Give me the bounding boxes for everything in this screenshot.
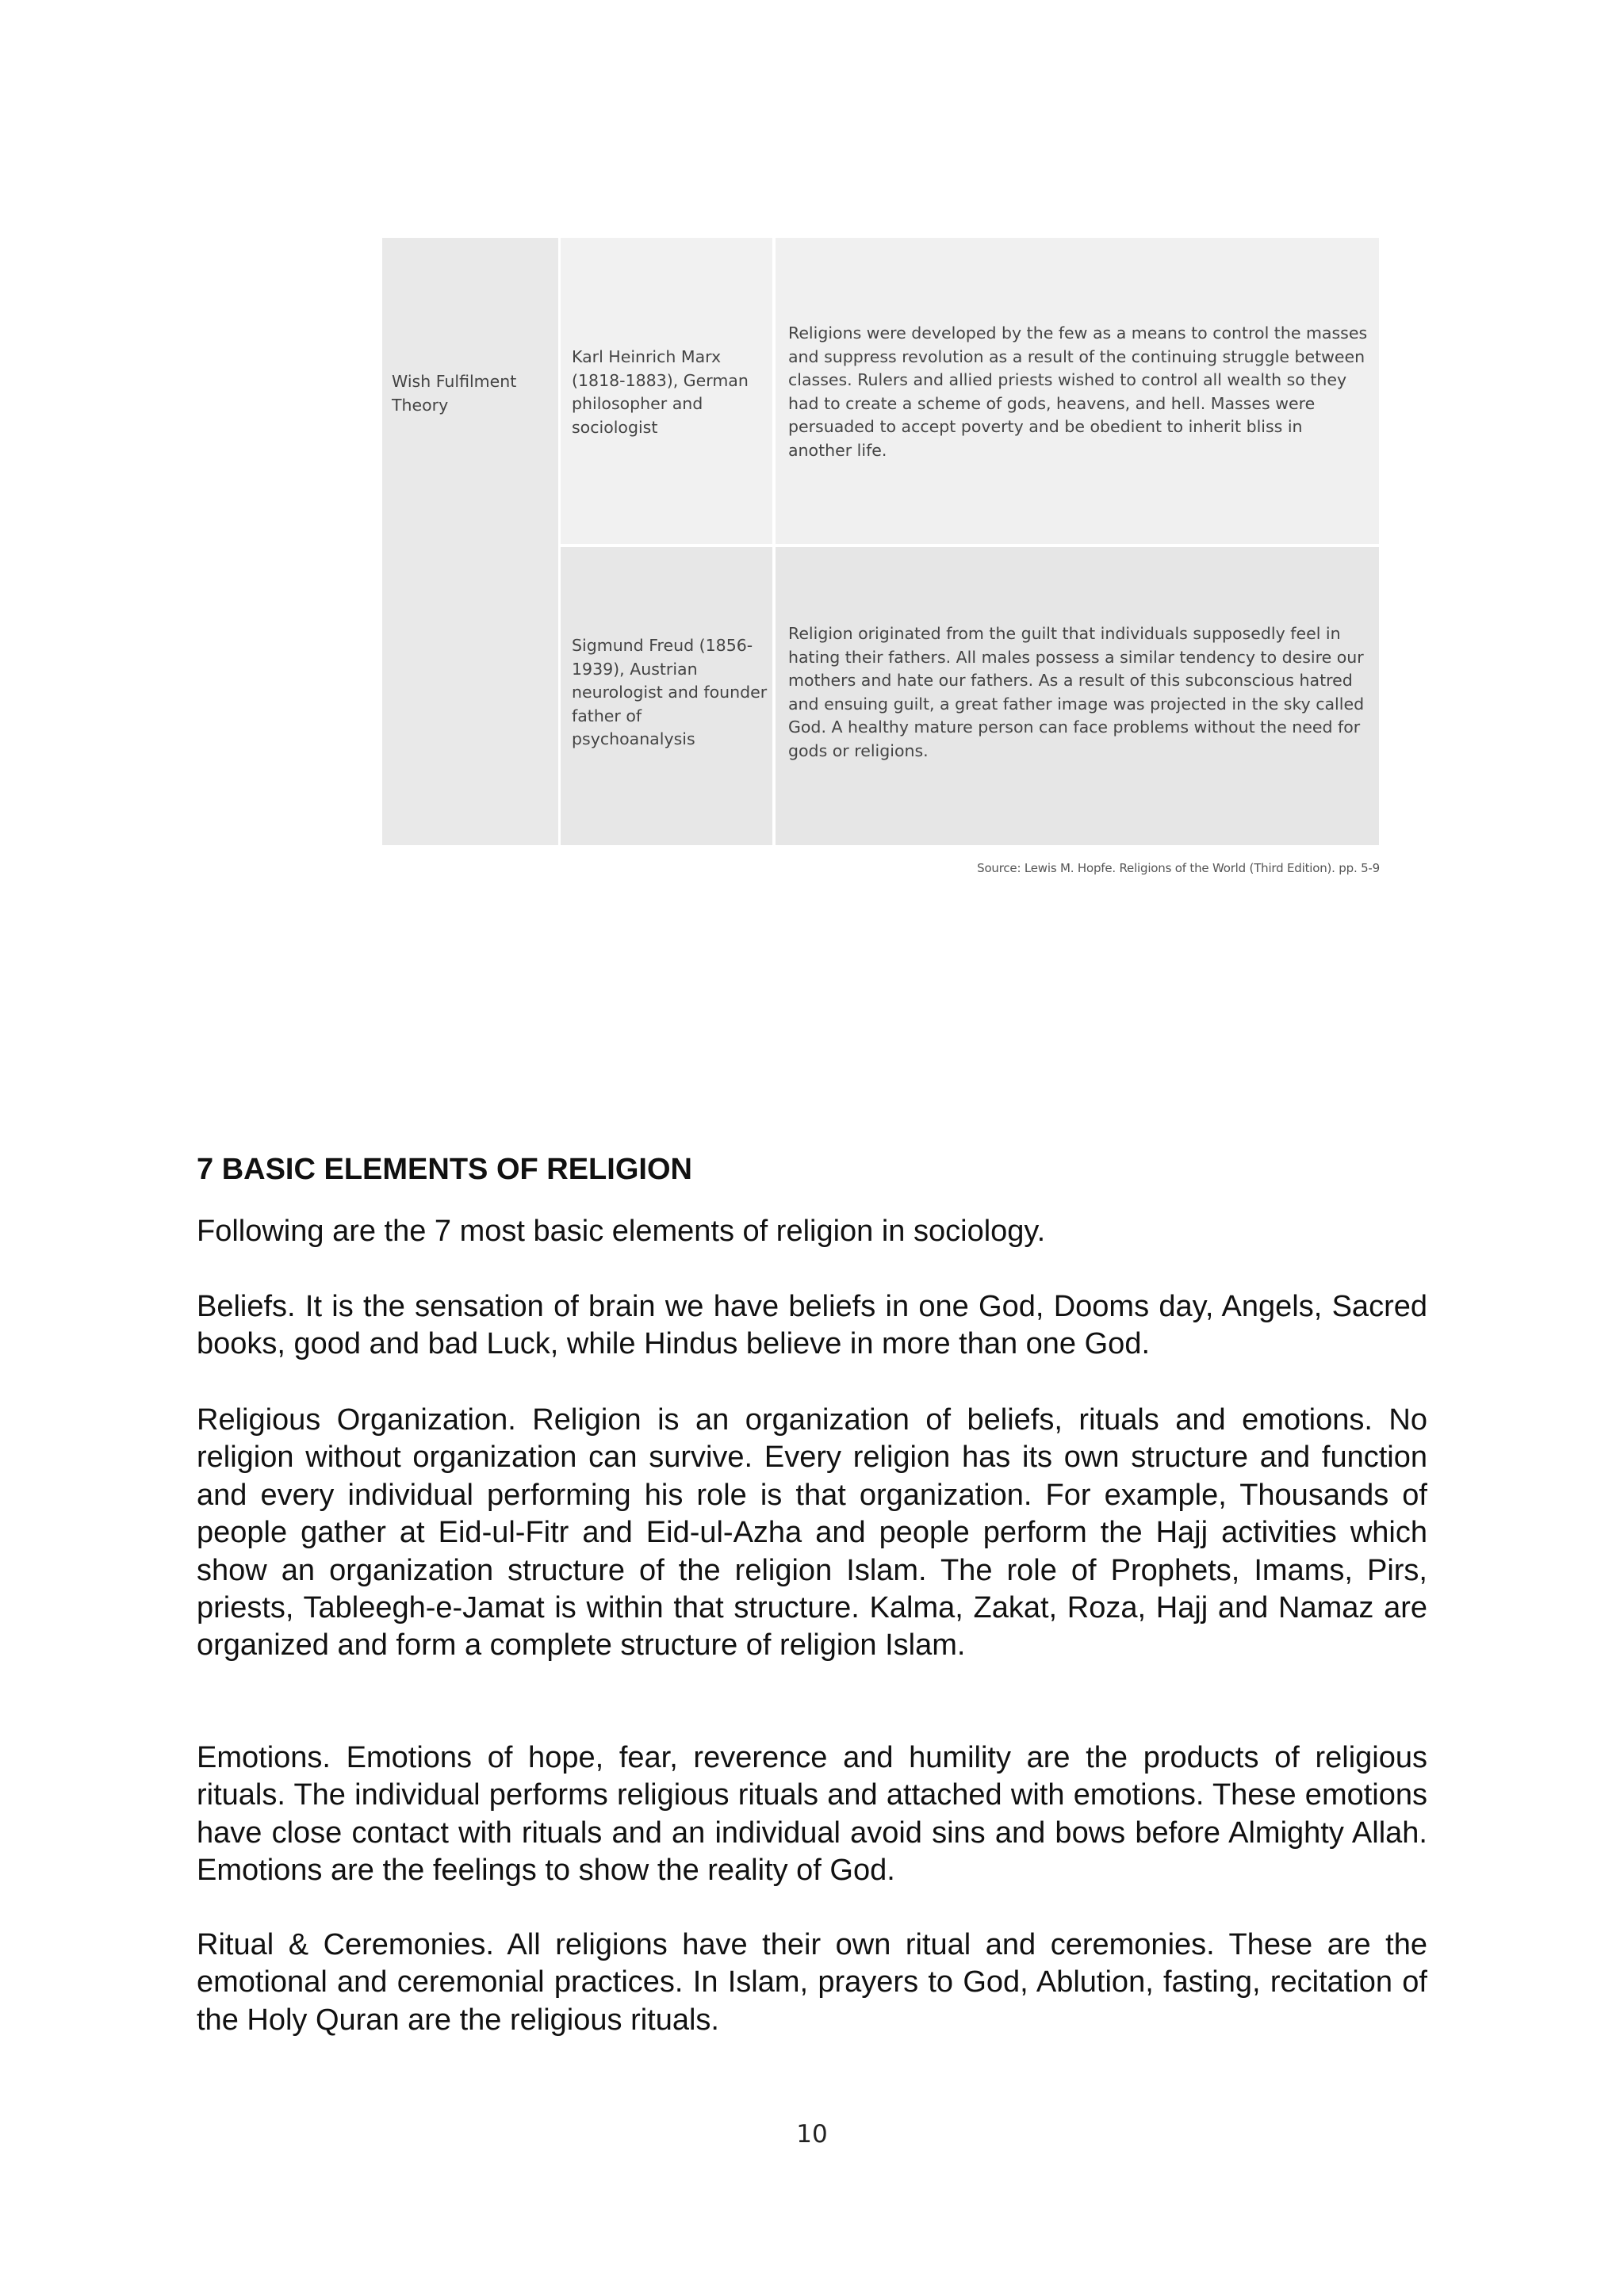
paragraph-ritual-ceremonies: Ritual & Ceremonies. All religions have their own ritual and ceremonies. These are the emotional and ceremonial practices. In Islam, prayers to God, Ablution, fasting, recitation of the Holy Quran are the religious rituals. xyxy=(197,1928,1427,2037)
page-number: 10 xyxy=(796,2120,828,2149)
table-source-note: Source: Lewis M. Hopfe. Religions of the World (Third Edition). pp. 5-9 xyxy=(977,861,1380,875)
theory-name-cell: Wish Fulfilment Theory xyxy=(382,238,558,845)
marx-person-cell: Karl Heinrich Marx (1818-1883), German philosopher and sociologist xyxy=(561,238,772,544)
marx-description-cell: Religions were developed by the few as a means to control the masses and suppress revolution as a result of the continuing struggle between classes. Rulers and allied priests wished to control all wealth so they had to create a scheme of gods, heavens, and hell. Masses were persuaded to accept poverty and be obedient to inherit bliss in another life. xyxy=(776,238,1379,544)
theories-table xyxy=(382,238,1379,845)
freud-person-cell: Sigmund Freud (1856-1939), Austrian neurologist and founder father of psychoanalysis xyxy=(561,547,772,845)
paragraph-religious-organization: Religious Organization. Religion is an organization of beliefs, rituals and emotions. No religion without organization can survive. Every religion has its own structure and function and every individual performing his role is that organization. For example, Thousands of people gather at Eid-ul-Fitr and Eid-ul-Azha and people perform the Hajj activities which show an organization structure of the religion Islam. The role of Prophets, Imams, Pirs, priests, Tableegh-e-Jamat is within that structure. Kalma, Zakat, Roza, Hajj and Namaz are organized and form a complete structure of religion Islam. xyxy=(197,1403,1427,1663)
paragraph-beliefs: Beliefs. It is the sensation of brain we have beliefs in one God, Dooms day, Angels, Sacred books, good and bad Luck, while Hindus believe in more than one God. xyxy=(197,1290,1427,1361)
paragraph-emotions: Emotions. Emotions of hope, fear, reverence and humility are the products of religious rituals. The individual performs religious rituals and attached with emotions. These emotions have close contact with rituals and an individual avoid sins and bows before Almighty Allah. Emotions are the feelings to show the reality of God. xyxy=(197,1741,1427,1888)
freud-description-cell: Religion originated from the guilt that individuals supposedly feel in hating their fathers. All males possess a similar tendency to desire our mothers and hate our fathers. As a result of this subconscious hatred and ensuing guilt, a great father image was projected in the sky called God. A healthy mature person can face problems without the need for gods or religions. xyxy=(776,547,1379,845)
section-intro: Following are the 7 most basic elements of religion in sociology. xyxy=(197,1215,1046,1248)
section-heading: 7 BASIC ELEMENTS OF RELIGION xyxy=(197,1153,692,1186)
